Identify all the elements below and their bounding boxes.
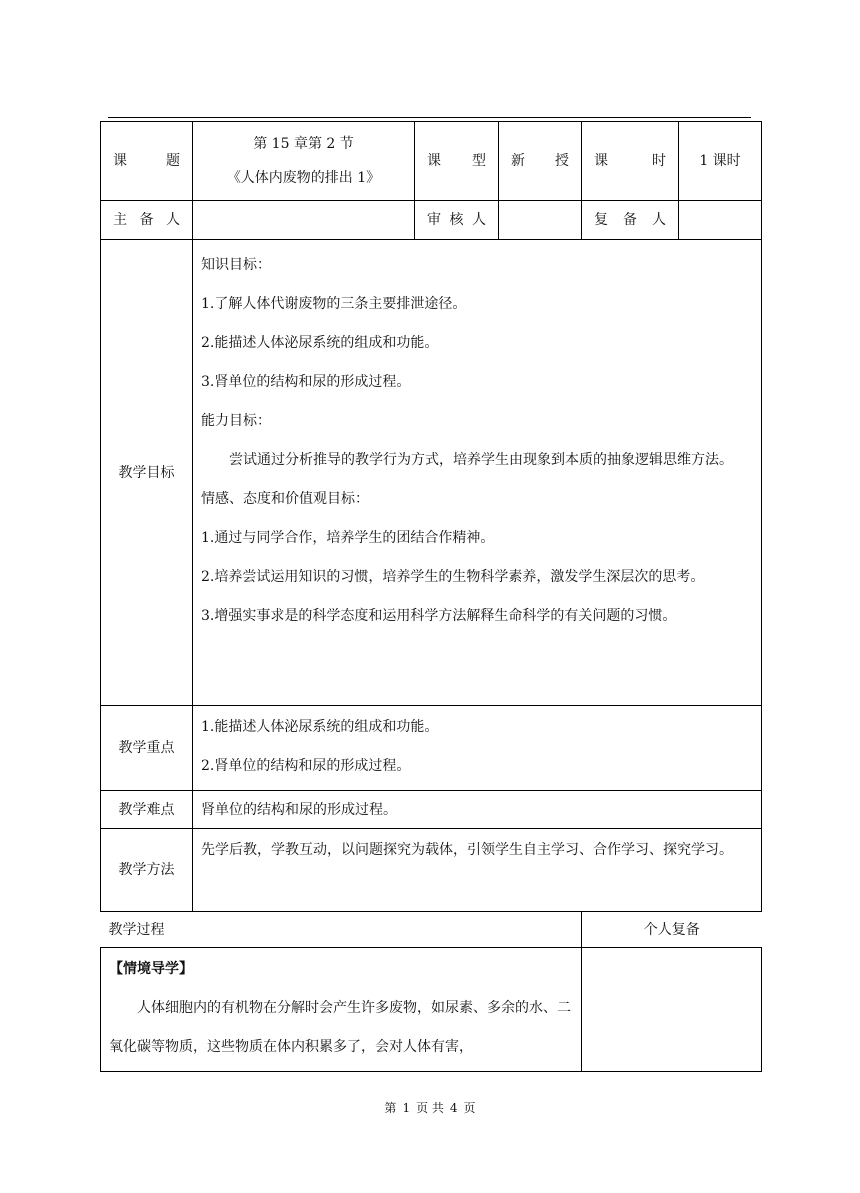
situation-paragraph: 人体细胞内的有机物在分解时会产生许多废物，如尿素、多余的水、二氧化碳等物质，这些物质在体内积累多了，会对人体有害， (109, 1000, 571, 1055)
type-value: 新授 (499, 122, 582, 201)
process-content (101, 948, 582, 1072)
difficulties-text: 肾单位的结构和尿的形成过程。 (193, 791, 762, 829)
reviewer-value (499, 201, 582, 240)
process-content-row (101, 948, 762, 1072)
key-points-content (193, 706, 762, 791)
hours-label: 课时 (582, 122, 679, 201)
difficulties-row (101, 791, 762, 829)
topic-title: 《人体内废物的排出 1》 (226, 170, 381, 186)
footer-suffix: 页 (463, 1101, 476, 1115)
objectives-content (193, 240, 762, 706)
topic-label: 课题 (101, 122, 193, 201)
methods-label: 教学方法 (101, 829, 193, 912)
footer-mid: 页 共 (416, 1101, 444, 1115)
process-header-row (101, 912, 762, 948)
ability-text: 尝试通过分析推导的教学行为方式，培养学生由现象到本质的抽象逻辑思维方法。 (229, 452, 733, 468)
preparer-label: 主备人 (101, 201, 193, 240)
footer-prefix: 第 (384, 1101, 397, 1115)
type-label: 课型 (415, 122, 499, 201)
situation-title: 【情境导学】 (109, 961, 193, 977)
lesson-plan-table (100, 121, 762, 1072)
side-notes-label: 个人复备 (582, 912, 762, 948)
header-row-preparers (101, 201, 762, 240)
objectives-row (101, 240, 762, 706)
topic-chapter: 第 15 章第 2 节 (253, 136, 354, 152)
side-notes-content (582, 948, 762, 1072)
header-row-topic (101, 122, 762, 201)
reviewer-label: 审核人 (415, 201, 499, 240)
methods-text: 先学后教，学教互动，以问题探究为载体，引领学生自主学习、合作学习、探究学习。 (201, 842, 733, 858)
emotion-item-2: 2.培养尝试运用知识的习惯，培养学生的生物科学素养，激发学生深层次的思考。 (201, 569, 705, 585)
knowledge-item-3: 3.肾单位的结构和尿的形成过程。 (201, 374, 411, 390)
difficulties-label: 教学难点 (101, 791, 193, 829)
emotion-item-1: 1.通过与同学合作，培养学生的团结合作精神。 (201, 530, 495, 546)
key-points-row (101, 706, 762, 791)
key-point-2: 2.肾单位的结构和尿的形成过程。 (201, 758, 411, 774)
emotion-title: 情感、态度和价值观目标： (201, 491, 369, 507)
knowledge-item-2: 2.能描述人体泌尿系统的组成和功能。 (201, 335, 439, 351)
page-footer (0, 1099, 860, 1116)
header-rule (108, 117, 751, 118)
objectives-label: 教学目标 (101, 240, 193, 706)
co-preparer-label: 复备人 (582, 201, 679, 240)
ability-title: 能力目标： (201, 413, 271, 429)
hours-value: 1 课时 (679, 122, 762, 201)
emotion-item-3: 3.增强实事求是的科学态度和运用科学方法解释生命科学的有关问题的习惯。 (201, 608, 677, 624)
footer-total-pages: 4 (449, 1101, 458, 1115)
footer-current-page: 1 (402, 1101, 411, 1115)
knowledge-title: 知识目标： (201, 257, 271, 273)
key-points-label: 教学重点 (101, 706, 193, 791)
preparer-value (193, 201, 415, 240)
process-label: 教学过程 (101, 912, 582, 948)
methods-content (193, 829, 762, 912)
topic-value (193, 122, 415, 201)
knowledge-item-1: 1.了解人体代谢废物的三条主要排泄途径。 (201, 296, 467, 312)
co-preparer-value (679, 201, 762, 240)
methods-row (101, 829, 762, 912)
key-point-1: 1.能描述人体泌尿系统的组成和功能。 (201, 719, 439, 735)
